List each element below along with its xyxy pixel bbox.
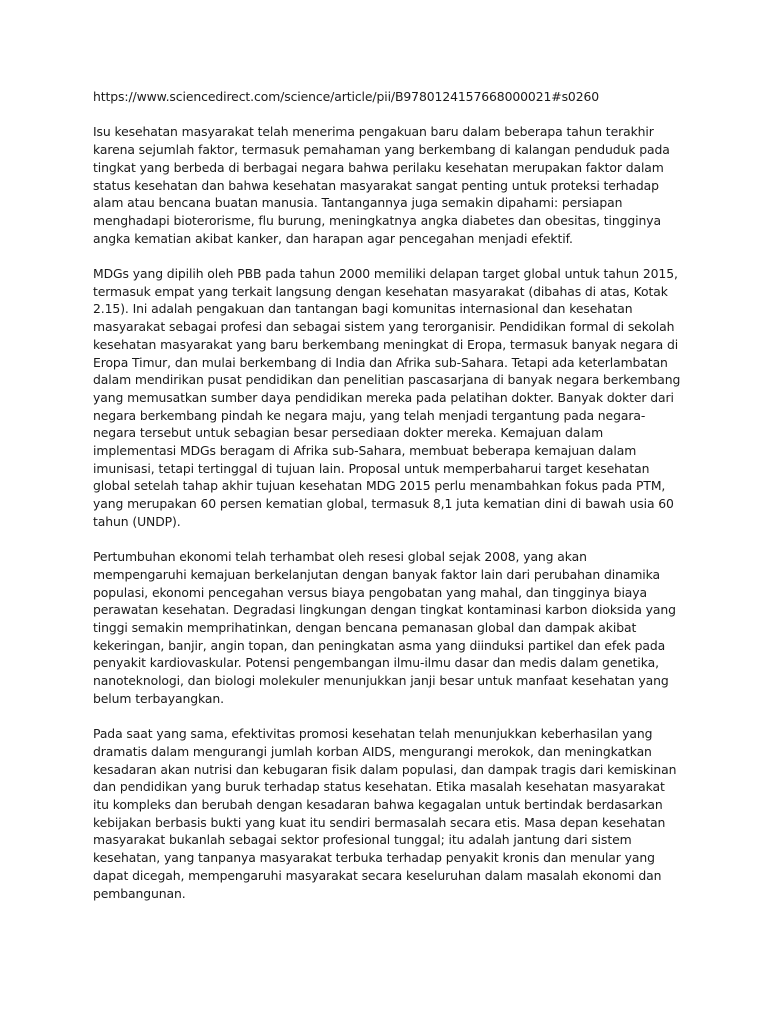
paragraph-4: Pada saat yang sama, efektivitas promosi kesehatan telah menunjukkan keberhasilan yang dramatis dalam mengurangi jumlah korban AIDS, mengurangi merokok, dan meningkatkan kesadaran akan nutrisi dan kebugaran fisik dalam populasi, dan dampak tragis dari kemiskinan dan pendidikan yang buruk terhadap status kesehatan. Etika masalah kesehatan masyarakat itu kompleks dan berubah dengan kesadaran bahwa kegagalan untuk bertindak berdasarkan kebijakan berbasis bukti yang kuat itu sendiri bermasalah secara etis. Masa depan kesehatan masyarakat bukanlah sebagai sektor profesional tunggal; itu adalah jantung dari sistem kesehatan, yang tanpanya masyarakat terbuka terhadap penyakit kronis dan menular yang dapat dicegah, mempengaruhi masyarakat secara keseluruhan dalam masalah ekonomi dan pembangunan. — [93, 726, 677, 901]
source-url[interactable]: https://www.sciencedirect.com/science/article/pii/B9780124157668000021#s0260 — [93, 89, 600, 104]
paragraph-1: Isu kesehatan masyarakat telah menerima pengakuan baru dalam beberapa tahun terakhir karena sejumlah faktor, termasuk pemahaman yang berkembang di kalangan penduduk pada tingkat yang berbeda di berbagai negara bahwa perilaku kesehatan merupakan faktor dalam status kesehatan dan bahwa kesehatan masyarakat sangat penting untuk proteksi terhadap alam atau bencana buatan manusia. Tantangannya juga semakin dipahami: persiapan menghadapi bioterorisme, flu burung, meningkatnya angka diabetes dan obesitas, tingginya angka kematian akibat kanker, dan harapan agar pencegahan menjadi efektif. — [93, 124, 670, 246]
document-body — [93, 88, 681, 920]
paragraph-3: Pertumbuhan ekonomi telah terhambat oleh resesi global sejak 2008, yang akan mempengaruhi kemajuan berkelanjutan dengan banyak faktor lain dari perubahan dinamika populasi, ekonomi pencegahan versus biaya pengobatan yang mahal, dan tingginya biaya perawatan kesehatan. Degradasi lingkungan dengan tingkat kontaminasi karbon dioksida yang tinggi semakin memprihatinkan, dengan bencana pemanasan global dan dampak akibat kekeringan, banjir, angin topan, dan peningkatan asma yang diinduksi partikel dan efek pada penyakit kardiovaskular. Potensi pengembangan ilmu-ilmu dasar dan medis dalam genetika, nanoteknologi, dan biologi molekuler menunjukkan janji besar untuk manfaat kesehatan yang belum terbayangkan. — [93, 549, 676, 706]
paragraph-2: MDGs yang dipilih oleh PBB pada tahun 2000 memiliki delapan target global untuk tahun 2015, termasuk empat yang terkait langsung dengan kesehatan masyarakat (dibahas di atas, Kotak 2.15). Ini adalah pengakuan dan tantangan bagi komunitas internasional dan kesehatan masyarakat sebagai profesi dan sebagai sistem yang terorganisir. Pendidikan formal di sekolah kesehatan masyarakat yang baru berkembang meningkat di Eropa, termasuk banyak negara di Eropa Timur, dan mulai berkembang di India dan Afrika sub-Sahara. Tetapi ada keterlambatan dalam mendirikan pusat pendidikan dan penelitian pascasarjana di banyak negara berkembang yang memusatkan sumber daya pendidikan mereka pada pelatihan dokter. Banyak dokter dari negara berkembang pindah ke negara maju, yang telah menjadi tergantung pada negara-negara tersebut untuk sebagian besar persediaan dokter mereka. Kemajuan dalam implementasi MDGs beragam di Afrika sub-Sahara, membuat beberapa kemajuan dalam imunisasi, tetapi tertinggal di tujuan lain. Proposal untuk memperbaharui target kesehatan global setelah tahap akhir tujuan kesehatan MDG 2015 perlu menambahkan fokus pada PTM, yang merupakan 60 persen kematian global, termasuk 8,1 juta kematian dini di bawah usia 60 tahun (UNDP). — [93, 266, 681, 529]
